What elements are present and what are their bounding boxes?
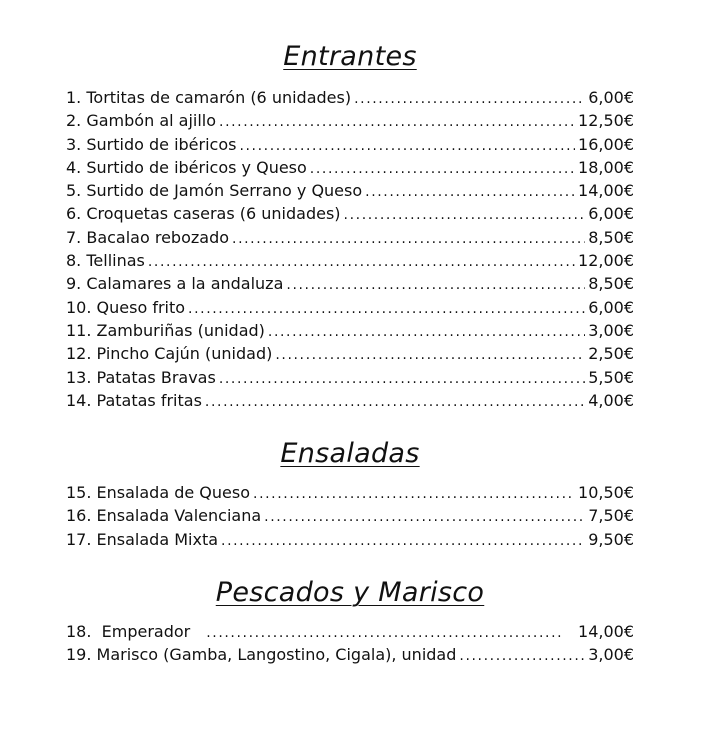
menu-item (66, 179, 634, 202)
item-name: 9. Calamares a la andaluza (66, 274, 284, 294)
item-list (66, 86, 634, 412)
item-price: 3,00€ (588, 645, 634, 665)
section-pescados-y-marisco (66, 574, 634, 667)
item-name: 10. Queso frito (66, 297, 186, 317)
item-price: 6,00€ (588, 88, 634, 107)
item-price: 3,00€ (588, 320, 634, 340)
section-title: Pescados y Marisco (215, 577, 485, 609)
item-price: 12,50€ (578, 111, 634, 131)
dot-leader (206, 622, 564, 645)
item-name: 12. Pincho Cajún (unidad) (66, 344, 273, 364)
item-name: 19. Marisco (Gamba, Langostino, Cigala), unidad (66, 645, 457, 665)
menu-item (66, 202, 634, 225)
menu-item (66, 481, 634, 504)
dot-leader (239, 135, 575, 158)
dot-leader (219, 368, 585, 391)
item-price: 4,00€ (588, 390, 634, 410)
menu-item (66, 319, 634, 342)
item-price: 6,00€ (588, 204, 634, 224)
item-price: 8,50€ (588, 227, 634, 247)
item-price: 8,50€ (588, 274, 634, 294)
menu-item (66, 249, 634, 272)
item-price: 7,50€ (588, 506, 634, 526)
item-list (66, 620, 634, 667)
dot-leader (253, 483, 575, 506)
dot-leader (205, 391, 585, 414)
item-price: 18,00€ (578, 157, 634, 177)
dot-leader (310, 158, 575, 181)
menu-item (66, 109, 634, 132)
item-price: 9,50€ (588, 529, 634, 549)
menu-item (66, 528, 634, 551)
section-ensaladas (66, 435, 634, 551)
item-name: 15. Ensalada de Queso (66, 483, 251, 503)
menu-item (66, 643, 634, 666)
item-name: 1. Tortitas de camarón (6 unidades) (66, 88, 352, 107)
item-price: 14,00€ (578, 622, 634, 642)
dot-leader (459, 645, 585, 668)
menu-item (66, 620, 634, 643)
menu-item (66, 86, 634, 109)
item-name: 2. Gambón al ajillo (66, 111, 217, 131)
item-price: 16,00€ (578, 134, 634, 154)
dot-leader (354, 88, 585, 111)
item-list (66, 481, 634, 551)
item-price: 6,00€ (588, 297, 634, 317)
item-price: 14,00€ (578, 181, 634, 201)
item-price: 5,50€ (588, 367, 634, 387)
dot-leader (221, 530, 585, 553)
section-title: Entrantes (283, 41, 417, 72)
dot-leader (344, 204, 586, 227)
dot-leader (264, 506, 585, 529)
item-name: 6. Croquetas caseras (6 unidades) (66, 204, 341, 224)
dot-leader (232, 228, 585, 251)
menu-item (66, 226, 634, 249)
dot-leader (365, 181, 575, 204)
item-name: 17. Ensalada Mixta (66, 529, 219, 549)
menu-item (66, 272, 634, 295)
menu-item (66, 366, 634, 389)
item-name: 8. Tellinas (66, 251, 145, 271)
item-name: 18. Emperador (66, 622, 191, 642)
dot-leader (148, 251, 575, 274)
item-name: 3. Surtido de ibéricos (66, 134, 237, 154)
menu (66, 38, 634, 667)
menu-item (66, 296, 634, 319)
item-price: 10,50€ (578, 483, 634, 503)
menu-item (66, 389, 634, 412)
item-name: 14. Patatas fritas (66, 390, 202, 410)
dot-leader (275, 344, 585, 367)
section-entrantes (66, 38, 634, 412)
item-name: 13. Patatas Bravas (66, 367, 216, 387)
menu-item (66, 156, 634, 179)
menu-item (66, 342, 634, 365)
section-title: Ensaladas (280, 438, 420, 470)
menu-item (66, 133, 634, 156)
dot-leader (188, 298, 585, 321)
item-name: 7. Bacalao rebozado (66, 227, 230, 247)
item-price: 2,50€ (588, 344, 634, 364)
item-name: 5. Surtido de Jamón Serrano y Queso (66, 181, 363, 201)
item-name: 4. Surtido de ibéricos y Queso (66, 157, 307, 177)
dot-leader (268, 321, 585, 344)
item-name: 16. Ensalada Valenciana (66, 506, 262, 526)
dot-leader (219, 111, 575, 134)
menu-item (66, 504, 634, 527)
dot-leader (286, 274, 585, 297)
item-price: 12,00€ (578, 251, 634, 271)
item-name: 11. Zamburiñas (unidad) (66, 320, 265, 340)
